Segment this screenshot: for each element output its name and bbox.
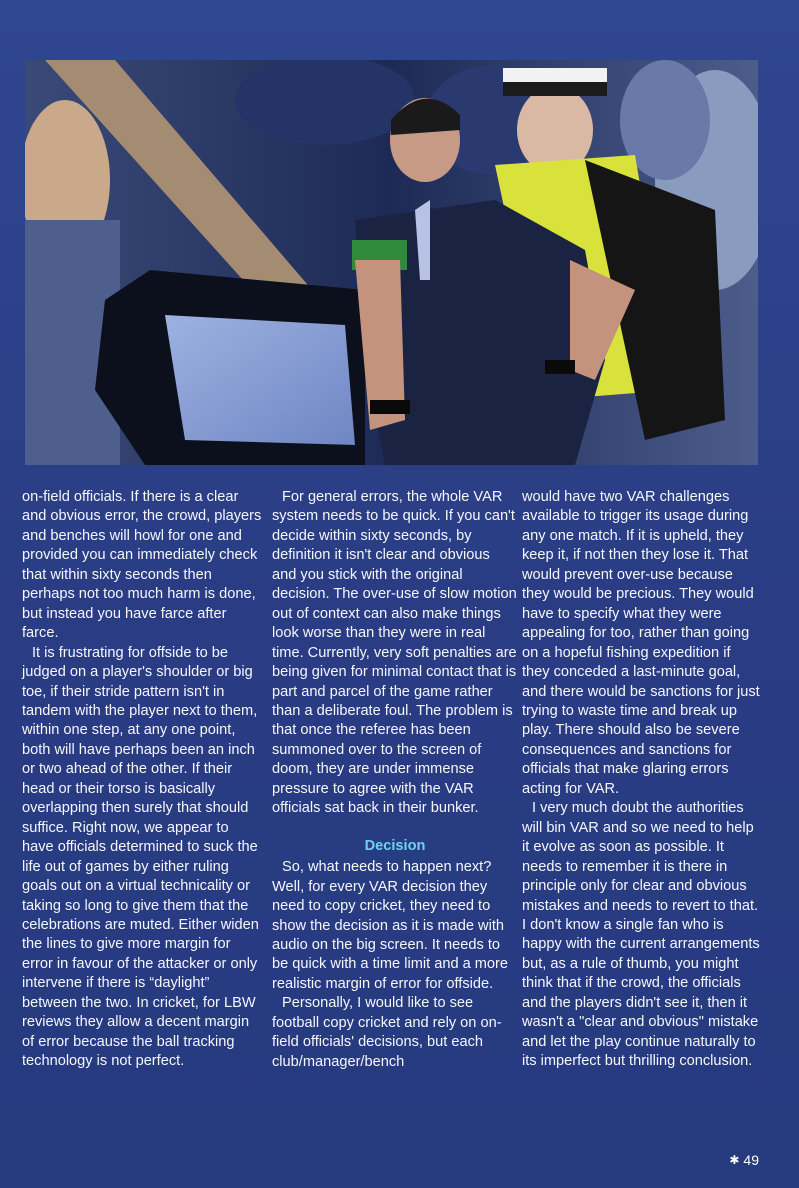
referee-var-monitor-photo (25, 60, 758, 465)
runner-icon: ✱ (729, 1153, 740, 1167)
body-paragraph: It is frustrating for offside to be judged on a player's shoulder or big toe, if their stride pattern isn't in tandem with the player next to them, within one step, at any one point, both will have perhaps been an inch or two ahead of the other. If their head or their torso is basically overlapping then surely that should suffice. Right now, we appear to have officials determined to suck the life out of games by either ruling goals out on a virtual technicality or taking so long to give them that the celebrations are muted. Either widen the lines to give more margin for error in favour of the attacker or only intervene if there is “daylight” between the two. In cricket, for LBW reviews they allow a decent margin of error because the ball tracking technology is not perfect. (22, 644, 259, 1070)
section-subheading: Decision (364, 837, 426, 854)
page-footer (729, 1152, 759, 1168)
body-paragraph: I very much doubt the authorities will bin VAR and so we need to help it evolve as soon as possible. It needs to remember it is there in principle only for clear and obvious mistakes and needs to revert to that. I don't know a single fan who is happy with the current arrangements but, as a rule of thumb, you might think that if the crowd, the officials and the players didn't see it, then it wasn't a "clear and obvious" mistake and let the play continue naturally to its imperfect but thrilling conclusion. (522, 800, 760, 1070)
article-column-3 (522, 488, 762, 1072)
body-paragraph: on-field officials. If there is a clear and obvious error, the crowd, players and benches will howl for one and provided you can immediately check that within sixty seconds then perhaps not too much harm is done, but instead you have farce after farce. (22, 489, 262, 642)
article-column-2 (272, 488, 518, 1072)
body-paragraph: So, what needs to happen next? Well, for every VAR decision they need to copy cricket, they need to show the decision as it is made with audio on the big screen. It needs to be quick with a time limit and a more realistic margin of error for offside. (272, 859, 509, 992)
article-column-1 (22, 488, 264, 1072)
body-paragraph: would have two VAR challenges available to trigger its usage during any one match. If it is upheld, they keep it, if not then they lose it. That would prevent over-use because they would be precious. They would have to specify what they were appealing for too, rather than going on a hopeful fishing expedition if they conceded a last-minute goal, and there would be sanctions for just trying to waste time and break up play. There should also be severe consequences and sanctions for officials that make glaring errors acting for VAR. (522, 489, 760, 797)
body-paragraph: Personally, I would like to see football copy cricket and rely on on-field officials' decisions, but each club/manager/bench (272, 995, 502, 1070)
page-number: 49 (743, 1152, 759, 1168)
body-paragraph: For general errors, the whole VAR system needs to be quick. If you can't decide within sixty seconds, by definition it isn't clear and obvious and you stick with the original decision. The over-use of slow motion out of context can also make things look worse than they were in real time. Currently, very soft penalties are being given for minimal contact that is part and parcel of the game rather than a deliberate foul. The problem is that once the referee has been summoned over to the screen of doom, they are under immense pressure to agree with the VAR officials sat back in their bunker. (272, 489, 517, 817)
